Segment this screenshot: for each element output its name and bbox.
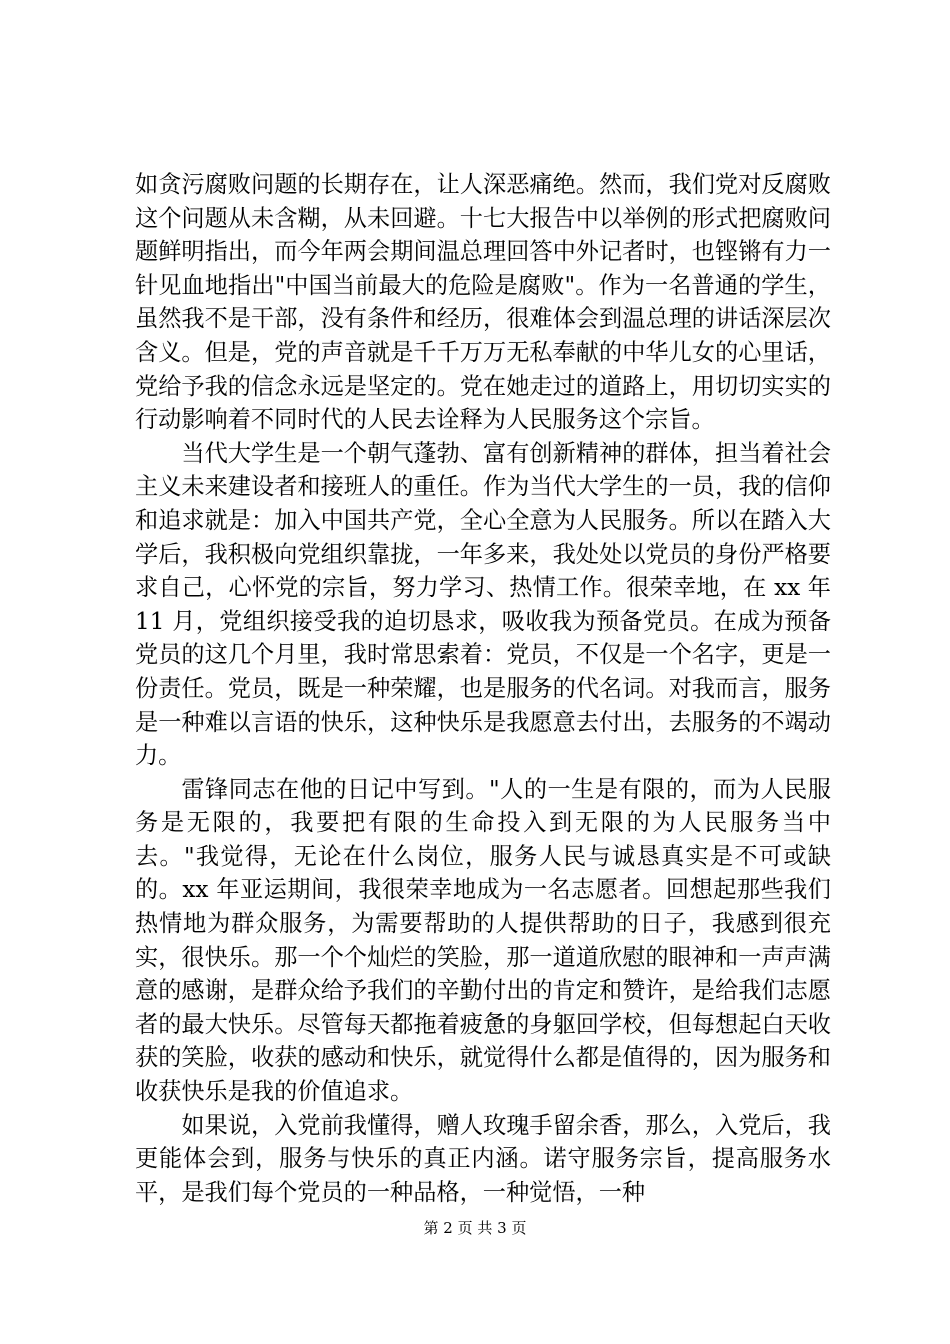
paragraph-3: 雷锋同志在他的日记中写到。"人的一生是有限的，而为人民服务是无限的，我要把有限的生命投入到无限的为人民服务当中去。"我觉得，无论在什么岗位，服务人民与诚恳真实是不可或缺的。xx 年亚运期间，我很荣幸地成为一名志愿者。回想起那些我们热情地为群众服务，为需要帮助的人提供帮助的日子，我感到很充实，很快乐。那一个个灿烂的笑脸，那一道道欣慰的眼神和一声声满意的感谢，是群众给予我们的辛勤付出的肯定和赞许，是给我们志愿者的最大快乐。尽管每天都拖着疲惫的身躯回学校，但每想起白天收获的笑脸，收获的感动和快乐，就觉得什么都是值得的，因为服务和收获快乐是我的价值追求。 <box>135 775 831 1106</box>
paragraph-2: 当代大学生是一个朝气蓬勃、富有创新精神的群体，担当着社会主义未来建设者和接班人的重任。作为当代大学生的一员，我的信仰和追求就是：加入中国共产党，全心全意为人民服务。所以在踏入大学后，我积极向党组织靠拢，一年多来，我处处以党员的身份严格要求自己，心怀党的宗旨，努力学习、热情工作。很荣幸地，在 xx 年 11 月，党组织接受我的迫切恳求，吸收我为预备党员。在成为预备党员的这几个月里，我时常思索着：党员，不仅是一个名字，更是一份责任。党员，既是一种荣耀，也是服务的代名词。对我而言，服务是一种难以言语的快乐，这种快乐是我愿意去付出，去服务的不竭动力。 <box>135 439 831 770</box>
paragraph-4: 如果说，入党前我懂得，赠人玫瑰手留余香，那么，入党后，我更能体会到，服务与快乐的真正内涵。诺守服务宗旨，提高服务水平，是我们每个党员的一种品格，一种觉悟，一种 <box>135 1111 831 1206</box>
document-body <box>135 168 831 1209</box>
paragraph-1: 如贪污腐败问题的长期存在，让人深恶痛绝。然而，我们党对反腐败这个问题从未含糊，从未回避。十七大报告中以举例的形式把腐败问题鲜明指出，而今年两会期间温总理回答中外记者时，也铿锵有力一针见血地指出"中国当前最大的危险是腐败"。作为一名普通的学生，虽然我不是干部，没有条件和经历，很难体会到温总理的讲话深层次含义。但是，党的声音就是千千万万无私奉献的中华儿女的心里话，党给予我的信念永远是坚定的。党在她走过的道路上，用切切实实的行动影响着不同时代的人民去诠释为人民服务这个宗旨。 <box>135 171 831 434</box>
page-footer: 第 2 页 共 3 页 <box>423 1219 527 1237</box>
